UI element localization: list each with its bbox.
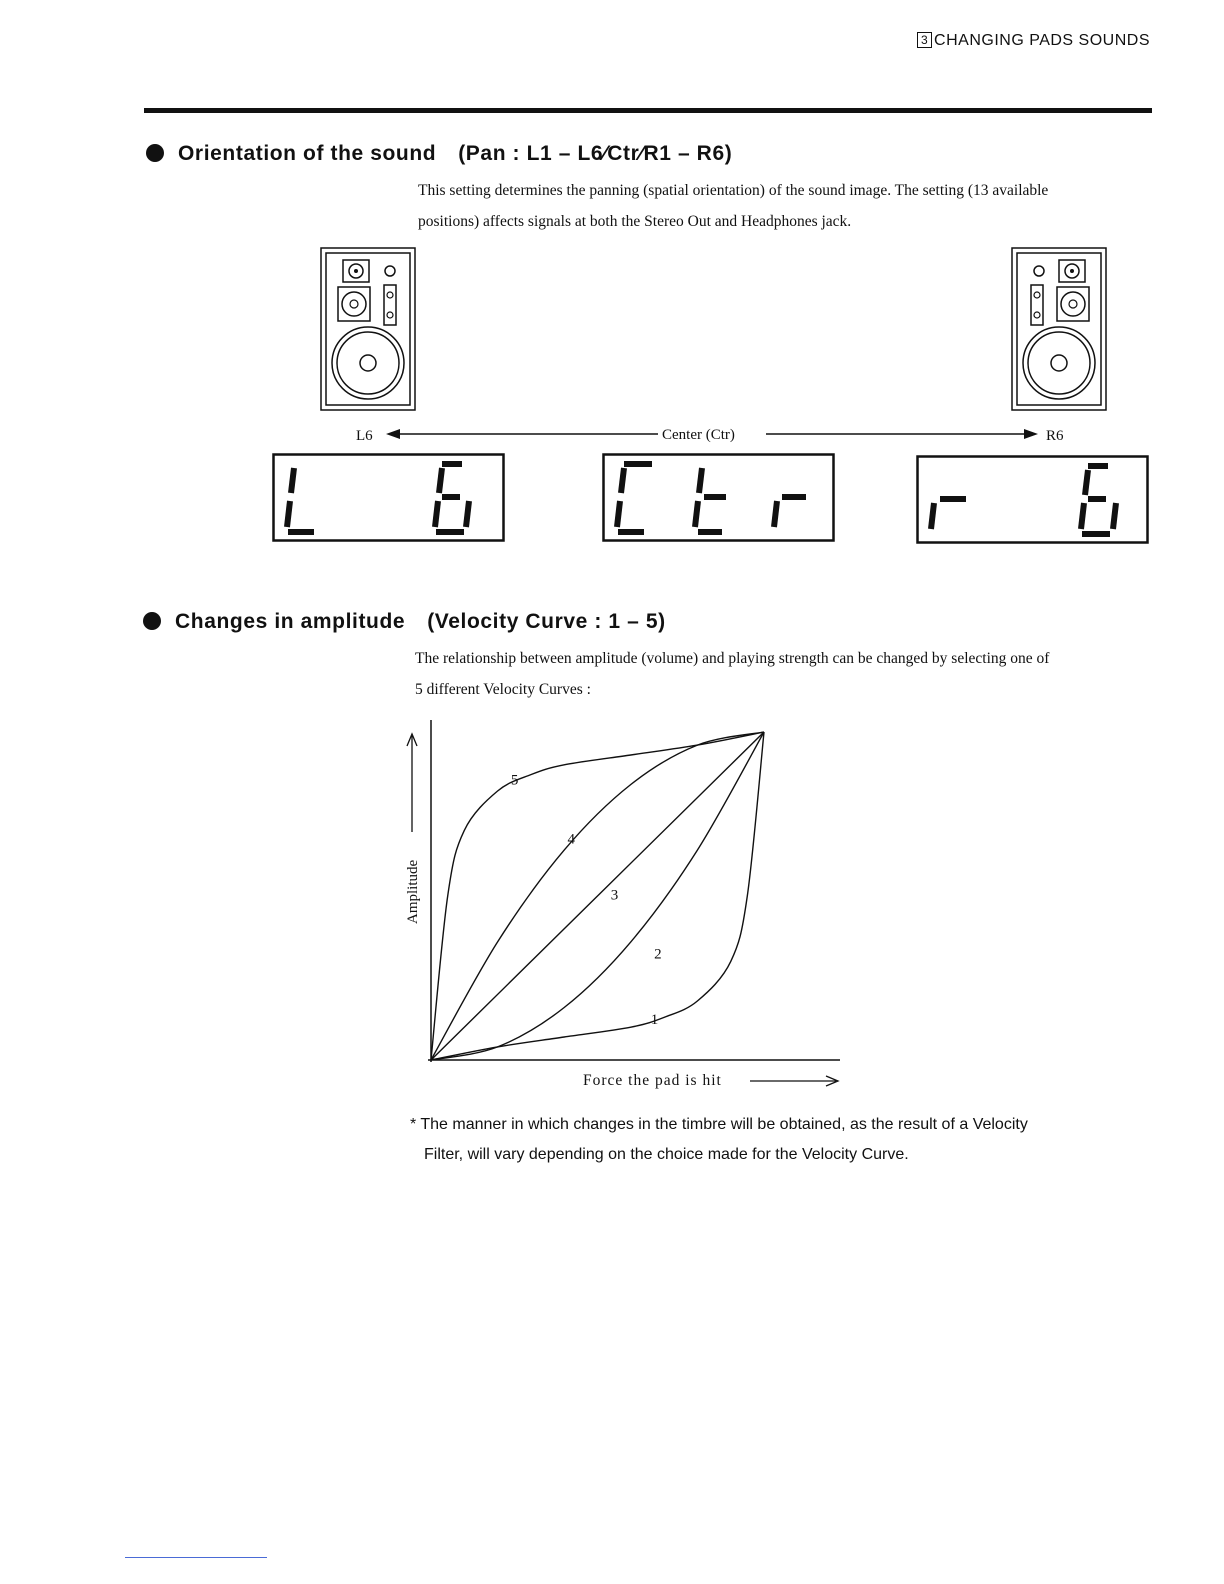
pan-description-line: This setting determines the panning (spatial orientation) of the sound image. The setting (13 available [418,182,1049,199]
x-axis-label: Force the pad is hit [583,1072,722,1089]
right-speaker-icon [1009,245,1109,413]
footer-rule [125,1557,267,1558]
pan-heading-text: Orientation of the sound [178,142,437,165]
display-r6 [916,455,1150,545]
pan-heading [146,142,732,166]
display-l6 [272,453,506,543]
display-ctr [602,453,836,543]
curve-label-2: 2 [654,946,662,963]
pan-center-label: Center (Ctr) [662,427,735,443]
curve-label-3: 3 [610,887,619,904]
curve-label-4: 4 [567,831,575,848]
velocity-note [410,1110,1150,1170]
arrow-right-icon [1024,429,1038,439]
pan-scale [340,420,1080,450]
velocity-description-line: The relationship between amplitude (volume) and playing strength can be changed by selecting one of [415,650,1050,667]
velocity-note-line: * The manner in which changes in the timbre will be obtained, as the result of a Velocity [410,1116,1028,1133]
header-title: CHANGING PADS SOUNDS [934,32,1150,49]
bullet-icon [143,612,161,630]
velocity-description-line: 5 different Velocity Curves : [415,681,591,698]
velocity-heading-param: (Velocity Curve : 1 – 5) [427,610,666,633]
velocity-note-line: Filter, will vary depending on the choice made for the Velocity Curve. [424,1146,909,1163]
arrow-left-icon [386,429,400,439]
curve-label-5: 5 [510,772,519,789]
pan-left-label: L6 [356,428,373,444]
page-header [917,32,1150,50]
header-rule [144,108,1152,113]
velocity-heading-text: Changes in amplitude [175,610,406,633]
velocity-description [415,643,1155,705]
velocity-curve-chart [390,712,860,1102]
y-axis-label: Amplitude [405,859,421,924]
pan-heading-param: (Pan : L1 – L6∕Ctr∕R1 – R6) [458,142,733,165]
bullet-icon [146,144,164,162]
curve-label-1: 1 [650,1011,659,1028]
left-speaker-icon [318,245,418,413]
velocity-heading [143,610,666,634]
velocity-curve-3 [431,732,764,1060]
pan-description [418,175,1158,237]
pan-right-label: R6 [1046,428,1064,444]
section-number-badge: 3 [917,32,932,48]
pan-description-line: positions) affects signals at both the Stereo Out and Headphones jack. [418,213,852,230]
